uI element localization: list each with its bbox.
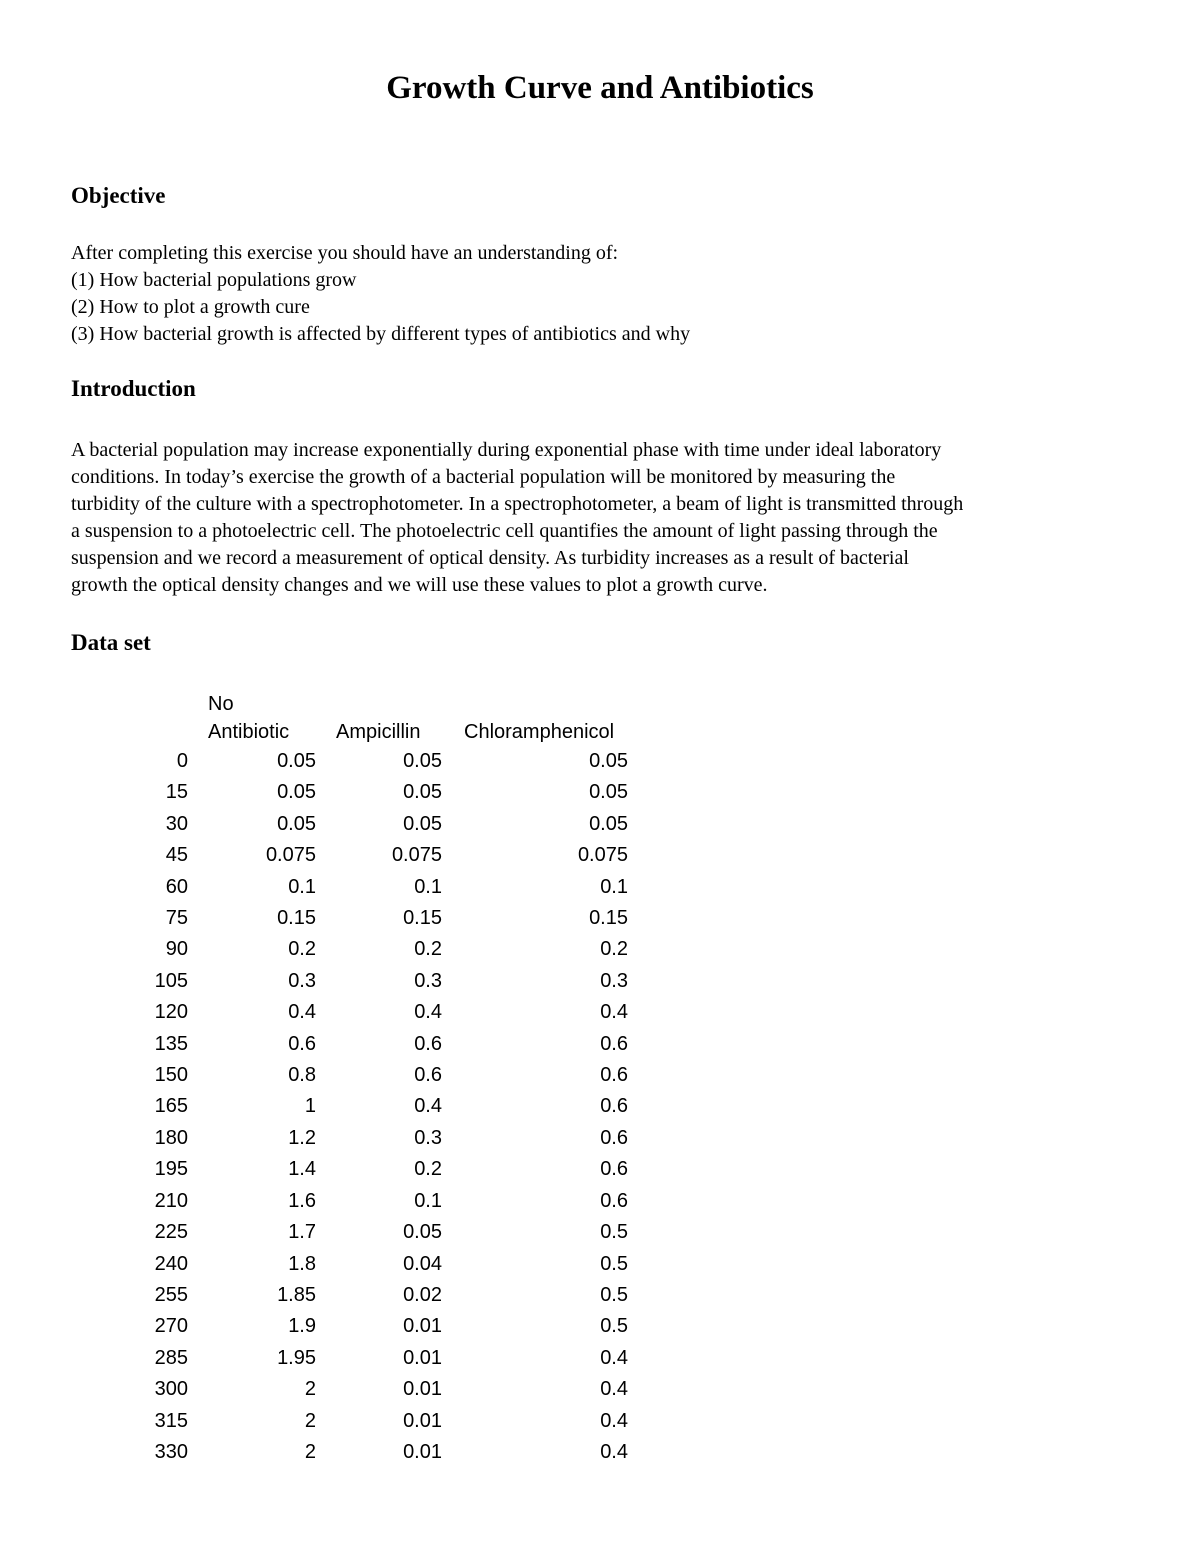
cell-ampicillin: 0.01 [403,1315,442,1338]
column-header-ampicillin: Ampicillin [336,721,421,743]
table-row [140,934,628,965]
cell-ampicillin: 0.3 [414,969,442,992]
table-row [140,1343,628,1374]
cell-chloramphenicol: 0.4 [600,1001,628,1024]
table-row [140,1029,628,1060]
cell-chloramphenicol: 0.5 [600,1283,628,1306]
cell-ampicillin: 0.01 [403,1346,442,1369]
cell-ampicillin: 0.4 [414,1095,442,1118]
cell-no-antibiotic: 0.1 [288,875,316,898]
cell-ampicillin: 0.05 [403,1221,442,1244]
introduction-line: a suspension to a photoelectric cell. The photoelectric cell quantifies the amount of light passing through the [71,520,938,542]
table-row [140,997,628,1028]
cell-time: 180 [154,1126,188,1149]
cell-time: 120 [154,1001,188,1024]
cell-no-antibiotic: 0.15 [277,907,316,930]
cell-no-antibiotic: 2 [304,1440,316,1463]
cell-time: 105 [154,969,188,992]
cell-time: 90 [165,938,188,961]
introduction-line: turbidity of the culture with a spectrophotometer. In a spectrophotometer, a beam of light is transmitted through [71,493,964,515]
table-row [140,872,628,903]
cell-no-antibiotic: 0.05 [277,812,316,835]
cell-ampicillin: 0.2 [414,1158,442,1181]
cell-time: 135 [154,1032,188,1055]
cell-no-antibiotic: 0.3 [288,969,316,992]
table-body [140,746,628,1468]
cell-time: 315 [154,1409,188,1432]
introduction-line: conditions. In today’s exercise the growth of a bacterial population will be monitored by measuring the [71,466,896,488]
data-table [140,690,628,1468]
cell-ampicillin: 0.1 [414,875,442,898]
cell-time: 15 [165,781,188,804]
cell-ampicillin: 0.6 [414,1032,442,1055]
cell-chloramphenicol: 0.05 [589,750,628,772]
cell-time: 255 [154,1283,188,1306]
cell-chloramphenicol: 0.6 [600,1126,628,1149]
cell-time: 165 [154,1095,188,1118]
table-row [140,1280,628,1311]
objective-section [71,240,690,348]
column-header-no-antibiotic: No Antibiotic [208,693,290,743]
cell-ampicillin: 0.2 [414,938,442,961]
cell-ampicillin: 0.1 [414,1189,442,1212]
cell-no-antibiotic: 0.6 [288,1032,316,1055]
cell-time: 45 [165,844,188,867]
cell-time: 285 [154,1346,188,1369]
cell-chloramphenicol: 0.6 [600,1189,628,1212]
cell-no-antibiotic: 2 [304,1378,316,1401]
cell-chloramphenicol: 0.4 [600,1378,628,1401]
table-row [140,1217,628,1248]
cell-ampicillin: 0.05 [403,812,442,835]
cell-chloramphenicol: 0.05 [589,781,628,804]
objective-heading: Objective [71,183,166,208]
table-row [140,1123,628,1154]
cell-time: 240 [154,1252,188,1275]
cell-ampicillin: 0.05 [403,781,442,804]
cell-time: 330 [154,1440,188,1463]
cell-chloramphenicol: 0.15 [589,907,628,930]
cell-chloramphenicol: 0.5 [600,1252,628,1275]
table-row [140,1311,628,1342]
cell-chloramphenicol: 0.6 [600,1158,628,1181]
cell-time: 195 [154,1158,188,1181]
column-header-chloramphenicol: Chloramphenicol [464,721,615,743]
cell-chloramphenicol: 0.2 [600,938,628,961]
table-row [140,1249,628,1280]
cell-chloramphenicol: 0.6 [600,1095,628,1118]
cell-ampicillin: 0.01 [403,1409,442,1432]
cell-time: 75 [165,907,188,930]
introduction-line: suspension and we record a measurement of optical density. As turbidity increases as a result of bacterial [71,547,909,569]
table-row [140,1374,628,1405]
cell-ampicillin: 0.075 [391,844,442,867]
introduction-line: growth the optical density changes and we will use these values to plot a growth curve. [71,574,768,596]
cell-no-antibiotic: 1.2 [288,1126,316,1149]
cell-chloramphenicol: 0.5 [600,1315,628,1338]
table-row [140,1154,628,1185]
cell-ampicillin: 0.4 [414,1001,442,1024]
cell-no-antibiotic: 1.85 [277,1283,316,1306]
objective-item: (2) How to plot a growth cure [71,296,310,318]
table-row [140,1186,628,1217]
table-row [140,1406,628,1437]
cell-no-antibiotic: 0.05 [277,750,316,772]
cell-no-antibiotic: 1.8 [288,1252,316,1275]
cell-time: 270 [154,1315,188,1338]
cell-chloramphenicol: 0.5 [600,1221,628,1244]
cell-no-antibiotic: 1.6 [288,1189,316,1212]
cell-chloramphenicol: 0.4 [600,1440,628,1463]
cell-no-antibiotic: 0.8 [288,1064,316,1087]
cell-ampicillin: 0.3 [414,1126,442,1149]
table-header-row [140,690,628,746]
cell-time: 225 [154,1221,188,1244]
cell-ampicillin: 0.05 [403,750,442,772]
cell-time: 210 [154,1189,188,1212]
table-row [140,746,628,777]
table-row [140,1437,628,1468]
cell-chloramphenicol: 0.6 [600,1032,628,1055]
table-row [140,777,628,808]
cell-chloramphenicol: 0.075 [577,844,628,867]
cell-time: 0 [176,750,188,772]
cell-no-antibiotic: 0.4 [288,1001,316,1024]
cell-ampicillin: 0.04 [403,1252,442,1275]
table-row [140,1060,628,1091]
cell-chloramphenicol: 0.4 [600,1346,628,1369]
cell-chloramphenicol: 0.1 [600,875,628,898]
cell-no-antibiotic: 0.2 [288,938,316,961]
cell-no-antibiotic: 1.9 [288,1315,316,1338]
cell-no-antibiotic: 0.05 [277,781,316,804]
cell-no-antibiotic: 1.7 [288,1221,316,1244]
cell-no-antibiotic: 1.4 [288,1158,316,1181]
cell-no-antibiotic: 1.95 [277,1346,316,1369]
introduction-heading: Introduction [71,376,196,401]
cell-chloramphenicol: 0.4 [600,1409,628,1432]
cell-ampicillin: 0.01 [403,1378,442,1401]
table-row [140,966,628,997]
cell-no-antibiotic: 1 [304,1095,316,1118]
cell-ampicillin: 0.01 [403,1440,442,1463]
introduction-paragraph [71,437,963,599]
objective-item: (1) How bacterial populations grow [71,269,357,291]
dataset-heading: Data set [71,630,151,655]
objective-item: (3) How bacterial growth is affected by different types of antibiotics and why [71,323,691,345]
cell-time: 300 [154,1378,188,1401]
cell-no-antibiotic: 0.075 [265,844,316,867]
cell-time: 30 [165,812,188,835]
cell-time: 60 [165,875,188,898]
cell-ampicillin: 0.6 [414,1064,442,1087]
cell-no-antibiotic: 2 [304,1409,316,1432]
introduction-line: A bacterial population may increase exponentially during exponential phase with time under ideal laboratory [71,439,942,461]
table-row [140,809,628,840]
table-row [140,903,628,934]
cell-chloramphenicol: 0.3 [600,969,628,992]
cell-time: 150 [154,1064,188,1087]
table-row [140,840,628,871]
cell-chloramphenicol: 0.05 [589,812,628,835]
cell-chloramphenicol: 0.6 [600,1064,628,1087]
objective-intro: After completing this exercise you should have an understanding of: [71,242,619,264]
cell-ampicillin: 0.02 [403,1283,442,1306]
column-header-time [140,690,188,746]
document-title: Growth Curve and Antibiotics [386,70,814,106]
table-row [140,1091,628,1122]
cell-ampicillin: 0.15 [403,907,442,930]
